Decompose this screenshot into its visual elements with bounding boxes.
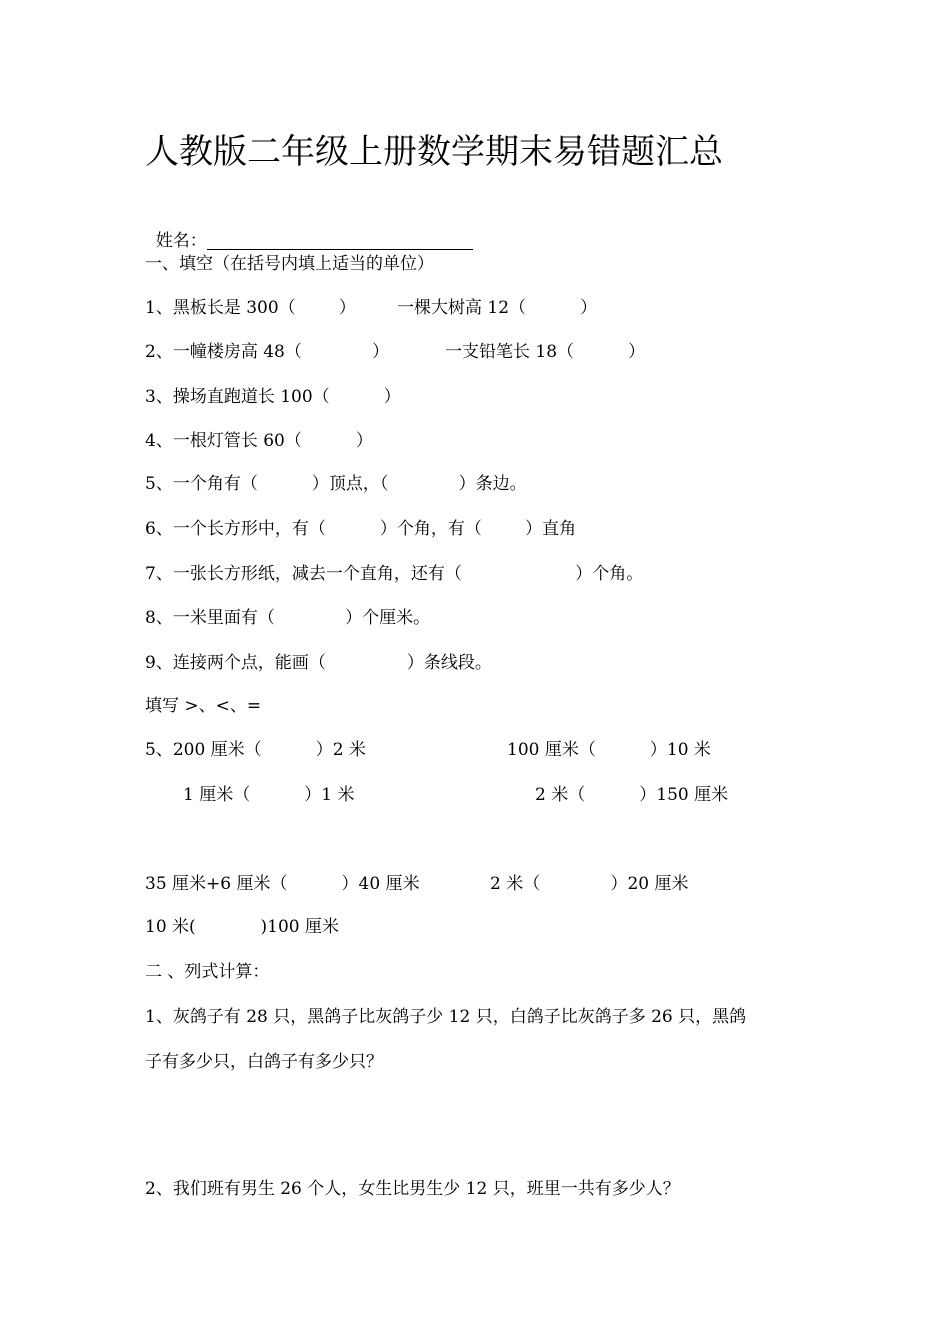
question-6: 6、一个长方形中，有（ ）个角，有（ ）直角 [145, 519, 577, 539]
name-blank[interactable] [207, 231, 473, 250]
section2-heading: 二 、列式计算： [145, 962, 270, 982]
compare-2a: 1 厘米（ ）1 米 [183, 785, 355, 805]
question-1a: 1、黑板长是 300（ ） [145, 298, 356, 318]
question-4: 4、一根灯管长 60（ ） [145, 431, 373, 451]
question-1 [145, 297, 845, 319]
problem-1-line-1: 1、灰鸽子有 28 只，黑鸽子比灰鸽子少 12 只，白鸽子比灰鸽子多 26 只，黑鸽 [145, 1007, 747, 1027]
question-7: 7、一张长方形纸，减去一个直角，还有（ ）个角。 [145, 564, 644, 584]
question-8: 8、一米里面有（ ）个厘米。 [145, 608, 431, 628]
compare-1a: 5、200 厘米（ ）2 米 [145, 740, 366, 760]
compare-row-1 [145, 739, 845, 761]
name-row [145, 208, 473, 252]
compare-heading: 填写 >、<、= [145, 696, 262, 716]
compare-row-4: 10 米( )100 厘米 [145, 917, 339, 937]
question-2 [145, 341, 845, 363]
question-9: 9、连接两个点，能画（ ）条线段。 [145, 653, 492, 673]
compare-row-2 [145, 784, 845, 806]
page-title: 人教版二年级上册数学期末易错题汇总 [145, 132, 723, 172]
compare-3a: 35 厘米+6 厘米（ ）40 厘米 [145, 874, 420, 894]
problem-1-line-2: 子有多少只，白鸽子有多少只？ [145, 1052, 383, 1072]
question-2a: 2、一幢楼房高 48（ ） [145, 342, 390, 362]
question-3: 3、操场直跑道长 100（ ） [145, 387, 401, 407]
problem-2: 2、我们班有男生 26 个人，女生比男生少 12 只，班里一共有多少人？ [145, 1179, 680, 1199]
compare-3b: 2 米（ ）20 厘米 [490, 874, 689, 894]
compare-row-3 [145, 873, 845, 895]
compare-1b: 100 厘米（ ）10 米 [507, 740, 711, 760]
name-label: 姓名： [155, 231, 207, 251]
question-2b: 一支铅笔长 18（ ） [445, 342, 646, 362]
section1-heading: 一、填空（在括号内填上适当的单位） [145, 254, 434, 274]
compare-2b: 2 米（ ）150 厘米 [535, 785, 729, 805]
question-5: 5、一个角有（ ）顶点，（ ）条边。 [145, 474, 527, 494]
question-1b: 一棵大树高 12（ ） [397, 298, 598, 318]
